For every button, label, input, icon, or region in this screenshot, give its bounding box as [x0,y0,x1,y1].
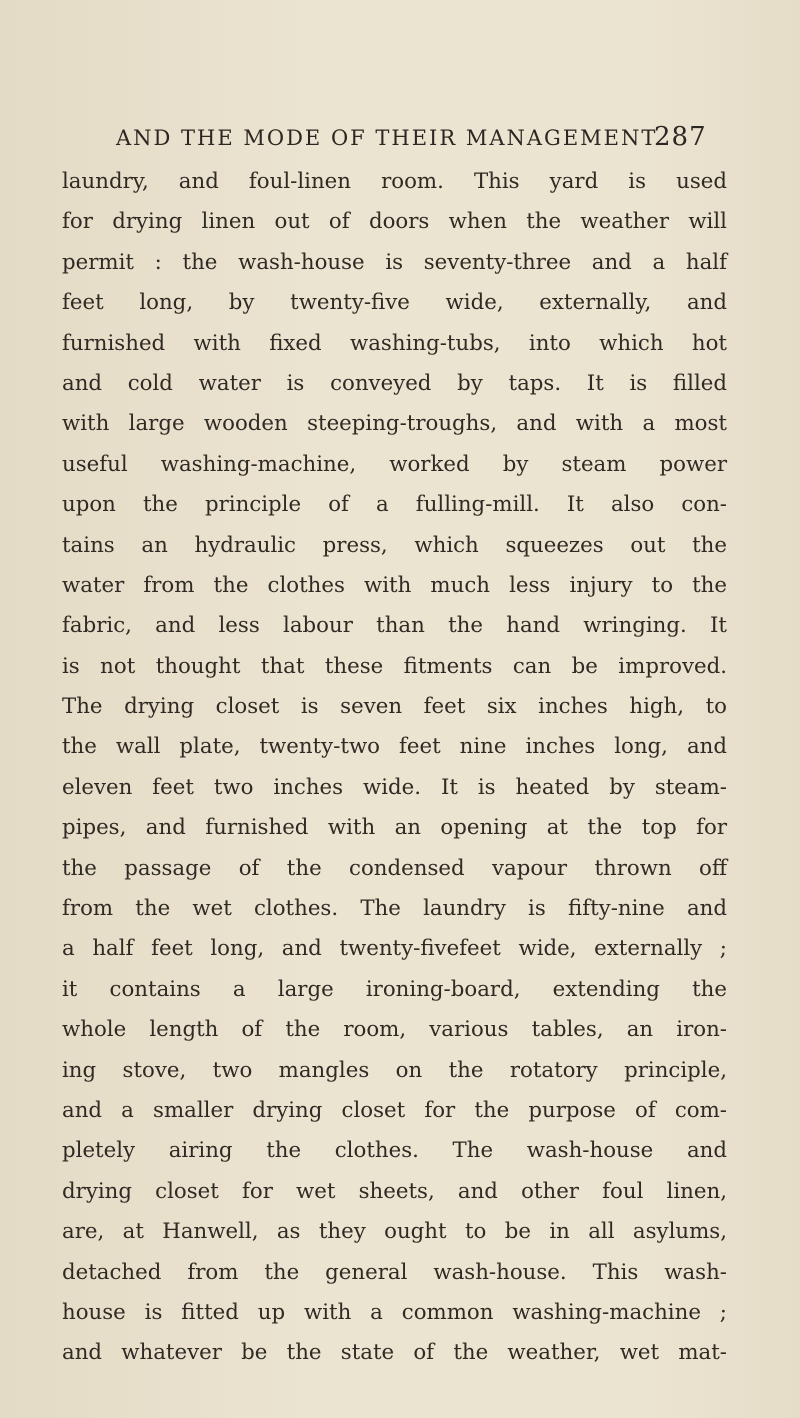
text-line: drying closet for wet sheets, and other foul linen, [62,1178,727,1204]
text-line: and whatever be the state of the weather, wet mat- [62,1340,727,1366]
text-line: tains an hydraulic press, which squeezes out the [62,532,727,558]
text-line: ing stove, two mangles on the rotatory principle, [62,1057,727,1083]
text-line: and a smaller drying closet for the purpose of com- [62,1097,727,1123]
running-head [116,122,716,166]
text-line: pipes, and furnished with an opening at the top for [62,815,727,841]
text-line: is not thought that these fitments can be improved. [62,653,727,679]
text-line: upon the principle of a fulling-mill. It also con- [62,492,727,518]
text-line: for drying linen out of doors when the weather will [62,209,727,235]
text-line: The drying closet is seven feet six inches high, to [62,694,727,720]
text-line: it contains a large ironing-board, extending the [62,976,727,1002]
text-line: water from the clothes with much less injury to the [62,572,727,598]
text-line: fabric, and less labour than the hand wringing. It [62,613,727,639]
text-line: the wall plate, twenty-two feet nine inches long, and [62,734,727,760]
body-text [62,162,727,1374]
text-line: from the wet clothes. The laundry is fifty-nine and [62,896,727,922]
text-line: with large wooden steeping-troughs, and with a most [62,411,727,437]
text-line: pletely airing the clothes. The wash-house and [62,1138,727,1164]
text-line: are, at Hanwell, as they ought to be in all asylums, [62,1219,727,1245]
text-line: detached from the general wash-house. This wash- [62,1259,727,1285]
text-line: permit : the wash-house is seventy-three and a half [62,249,727,275]
text-line: and cold water is conveyed by taps. It is filled [62,370,727,396]
text-line: a half feet long, and twenty-fivefeet wide, externally ; [62,936,727,962]
text-line: eleven feet two inches wide. It is heated by steam- [62,774,727,800]
text-line: whole length of the room, various tables, an iron- [62,1017,727,1043]
text-line: feet long, by twenty-five wide, externally, and [62,290,727,316]
running-title: AND THE MODE OF THEIR MANAGEMENT. [116,126,663,150]
text-line: laundry, and foul-linen room. This yard is used [62,169,727,194]
text-line: house is fitted up with a common washing-machine ; [62,1299,727,1325]
text-line: furnished with fixed washing-tubs, into which hot [62,330,727,356]
text-line: the passage of the condensed vapour thrown off [62,855,727,881]
text-line: useful washing-machine, worked by steam power [62,451,727,477]
page-number: 287 [654,122,707,152]
